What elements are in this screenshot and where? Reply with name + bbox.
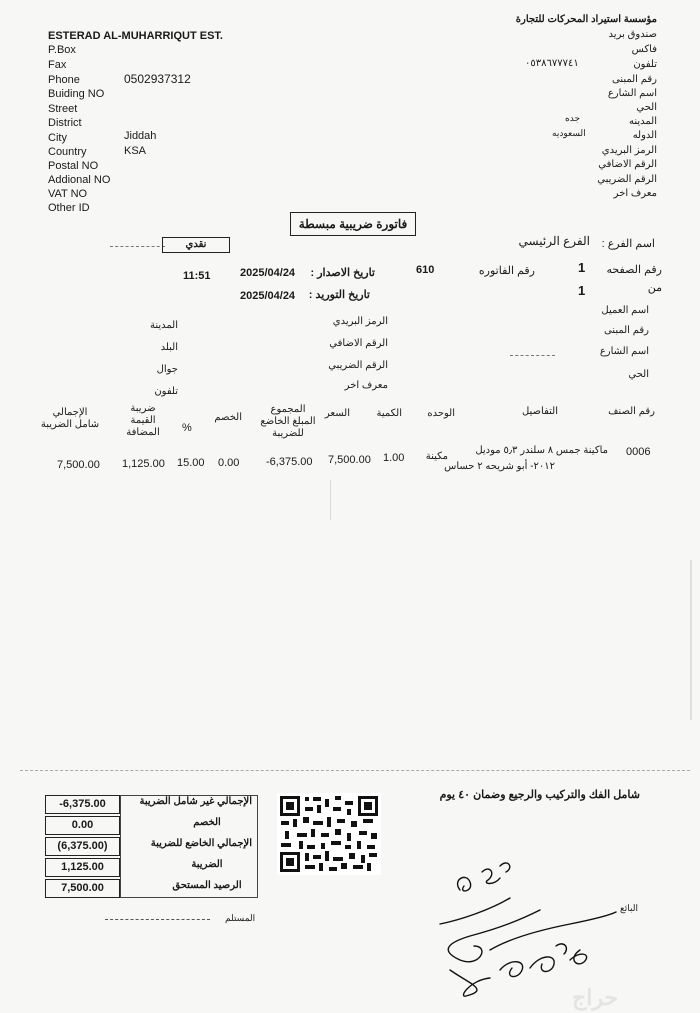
- col-qty: الكمية: [376, 408, 402, 419]
- customer-district-label: الحي: [628, 369, 649, 380]
- district-label-ar: الحي: [636, 102, 657, 113]
- total-excl-vat-label: الإجمالي غير شامل الضريبة: [139, 796, 252, 807]
- issue-time: 11:51: [183, 270, 211, 282]
- city-label-ar: المدينه: [628, 116, 657, 127]
- supply-date: 2025/04/24: [240, 290, 296, 302]
- issue-date-label: تاريخ الاصدار :: [310, 267, 375, 279]
- other-id-label-ar: معرف اخر: [613, 188, 657, 199]
- row-details-1: ماكينة جمس ٨ سلندر ٥٫٣ موديل: [475, 445, 608, 456]
- row-qty: 1.00: [383, 452, 405, 464]
- col-vat-line1: ضريبة: [130, 403, 156, 414]
- row-percent: 15.00: [177, 457, 205, 469]
- seller-signature: [430, 850, 620, 1000]
- pbox-label: P.Box: [48, 44, 76, 56]
- street-label-ar: اسم الشارع: [607, 88, 657, 99]
- totals-label-frame: [120, 795, 258, 898]
- other-id-label: Other ID: [48, 202, 90, 214]
- pbox-label-ar: صندوق بريد: [608, 29, 657, 40]
- col-vat-line2: القيمة: [130, 415, 156, 426]
- supply-date-label: تاريخ التوريد :: [308, 289, 370, 301]
- customer-city-label: المدينة: [149, 320, 178, 331]
- payment-dash: [110, 246, 165, 247]
- fax-label: Fax: [48, 59, 67, 71]
- postal-label: Postal NO: [48, 160, 99, 172]
- qr-code: [277, 793, 381, 875]
- building-label-ar: رقم المبنى: [611, 74, 657, 85]
- row-total: 7,500.00: [57, 459, 100, 471]
- col-taxable-line2: المبلغ الخاضع: [260, 416, 316, 427]
- branch-value: الفرع الرئيسي: [518, 234, 590, 248]
- district-label: District: [48, 117, 82, 129]
- row-vat: 1,125.00: [122, 458, 165, 470]
- row-price: 7,500.00: [328, 454, 371, 466]
- seller-label: البائع: [620, 903, 638, 913]
- fax-label-ar: فاكس: [631, 44, 657, 55]
- country-label: Country: [48, 146, 87, 158]
- customer-additional-label: الرقم الاضافي: [329, 338, 388, 349]
- footer-separator: [20, 770, 690, 771]
- col-details: التفاصيل: [521, 406, 558, 417]
- col-total: [40, 407, 100, 431]
- col-taxable-line1: المجموع: [270, 404, 306, 415]
- customer-name-label: اسم العميل: [601, 305, 649, 316]
- city-value-ar: جده: [565, 113, 581, 123]
- customer-mobile-label: جوال: [156, 364, 178, 375]
- customer-other-id-label: معرف اخر: [344, 380, 388, 391]
- customer-phone-label: تلفون: [154, 386, 178, 397]
- payment-type: نقدي: [185, 239, 207, 250]
- row-code: 0006: [626, 446, 651, 458]
- invoice-title: فاتورة ضريبية مبسطة: [298, 217, 408, 231]
- col-vat: [118, 403, 168, 439]
- country-value-ar: السعوديه: [552, 128, 586, 138]
- page-value: 1: [578, 260, 586, 275]
- col-vat-line3: المضافة: [126, 427, 160, 438]
- additional-label: Addional NO: [48, 174, 111, 186]
- scan-edge: [690, 560, 692, 720]
- watermark: حراج: [572, 985, 619, 1010]
- row-details-2: ٢٠١٢- أبو شريحه ٢ حساس: [444, 461, 555, 472]
- postal-label-ar: الرمز البريدي: [601, 145, 657, 156]
- additional-label-ar: الرقم الاضافي: [598, 159, 657, 170]
- phone-value: 0502937312: [124, 72, 191, 86]
- warranty-note: شامل الفك والتركيب والرجيع وضمان ٤٠ يوم: [439, 789, 640, 801]
- company-name-ar: مؤسسة استيراد المحركات للتجارة: [515, 14, 657, 25]
- taxable-label: الإجمالي الخاضع للضريبة: [150, 838, 252, 849]
- receiver-label: المستلم: [225, 913, 256, 923]
- customer-street-dash: [510, 355, 555, 356]
- col-discount: الخصم: [214, 412, 242, 423]
- discount-value: 0.00: [45, 816, 120, 835]
- vat-label: VAT NO: [48, 188, 88, 200]
- vat-value: 1,125.00: [45, 858, 120, 877]
- from-value: 1: [578, 283, 586, 298]
- invoice-no-label: رقم الفاتوره: [478, 265, 535, 277]
- balance-due-value: 7,500.00: [45, 879, 120, 898]
- row-unit: مكينة: [425, 451, 448, 462]
- phone-label: Phone: [48, 74, 80, 86]
- row-discount: 0.00: [218, 457, 240, 469]
- col-price: السعر: [324, 408, 350, 419]
- col-total-line2: شامل الضريبة: [40, 419, 100, 430]
- country-label-ar: الدوله: [632, 130, 657, 141]
- col-code: رقم الصنف: [608, 406, 655, 417]
- scan-mark: [330, 480, 331, 520]
- taxable-value: (6,375.00): [45, 837, 120, 856]
- discount-label: الخصم: [193, 817, 221, 828]
- country-value: KSA: [124, 145, 147, 157]
- from-label: من: [647, 282, 662, 294]
- branch-label: اسم الفرع :: [601, 238, 655, 250]
- city-label: City: [48, 132, 67, 144]
- customer-vat-label: الرقم الضريبي: [328, 360, 388, 371]
- col-unit: الوحده: [427, 408, 455, 419]
- customer-country-label: البلد: [160, 342, 178, 353]
- page-label: رقم الصفحه: [606, 264, 662, 276]
- receiver-line: [105, 919, 210, 920]
- row-taxable: -6,375.00: [266, 456, 313, 468]
- street-label: Street: [48, 103, 78, 115]
- customer-postal-label: الرمز البريدي: [332, 316, 388, 327]
- balance-due-label: الرصيد المستحق: [172, 880, 242, 891]
- customer-street-label: اسم الشارع: [599, 346, 649, 357]
- customer-building-label: رقم المبنى: [603, 325, 649, 336]
- total-excl-vat-value: -6,375.00: [45, 795, 120, 814]
- phone-label-ar: تلفون: [633, 59, 657, 70]
- phone-value-ar: ٠٥٣٨٦٧٧٧٤١: [525, 58, 579, 69]
- building-label: Buiding NO: [48, 88, 105, 100]
- col-taxable: [258, 404, 318, 440]
- vat-label: الضريبة: [191, 859, 223, 870]
- company-name-en: ESTERAD AL-MUHARRIQUT EST.: [48, 30, 223, 42]
- vat-label-ar: الرقم الضريبي: [597, 174, 657, 185]
- payment-box: [162, 237, 230, 253]
- col-taxable-line3: للضريبة: [272, 428, 304, 439]
- invoice-no: 610: [416, 264, 435, 276]
- issue-date: 2025/04/24: [240, 267, 296, 279]
- col-total-line1: الإجمالي: [52, 407, 88, 418]
- col-percent: %: [182, 422, 192, 434]
- title-box: [290, 212, 416, 236]
- city-value: Jiddah: [124, 130, 157, 142]
